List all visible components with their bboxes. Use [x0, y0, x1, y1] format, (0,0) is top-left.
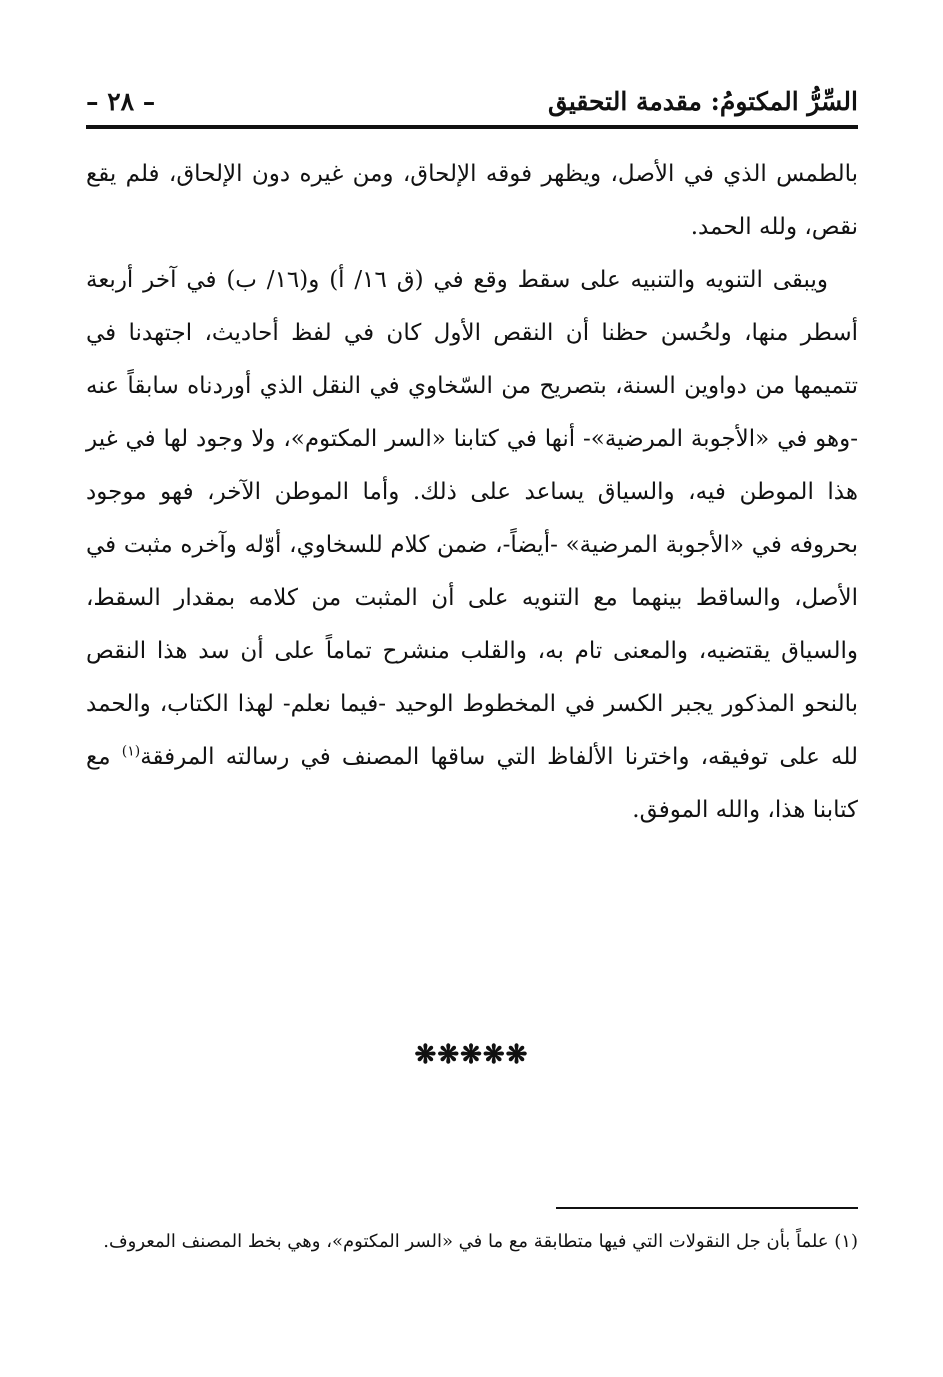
footnote-rule [556, 1207, 858, 1209]
running-header [86, 84, 858, 126]
header-rule [86, 125, 858, 129]
page-number: – ٢٨ – [86, 87, 156, 116]
main-text [86, 148, 858, 837]
paragraph-continuation: بالطمس الذي في الأصل، ويظهر فوقه الإلحاق، ومن غيره دون الإلحاق، فلم يقع نقص، ولله الحمد. [86, 161, 858, 240]
paragraph-main-text: ويبقى التنويه والتنبيه على سقط وقع في (ق ١٦/ أ) و(١٦/ ب) في آخر أربعة أسطر منها، ولحُسن حظنا أن النقص الأول كان في لفظ أحاديث، اجتهدنا في تتميمها من دواوين السنة، بتصريح من السّخاوي في النقل الذي أوردناه سابقاً عنه -وهو في «الأجوبة المرضية»- أنها في كتابنا «السر المكتوم»، ولا وجود لها في غير هذا الموطن فيه، والسياق يساعد على ذلك. وأما الموطن الآخر، فهو موجود بحروفه في «الأجوبة المرضية» -أيضاً-، ضمن كلام للسخاوي، أوّله وآخره مثبت في الأصل، والساقط بينهما مع التنويه على أن المثبت من كلامه بمقدار السقط، والسياق يقتضيه، والمعنى تام به، والقلب منشرح تماماً على أن سد هذا النقص بالنحو المذكور يجبر الكسر في المخطوط الوحيد -فيما نعلم- لهذا الكتاب، والحمد لله على توفيقه، واخترنا الألفاظ التي ساقها المصنف في رسالته المرفقة [86, 267, 859, 770]
running-title: السِّرُّ المكتومُ: مقدمة التحقيق [548, 87, 858, 116]
paragraph-main [86, 254, 858, 837]
section-separator: ❋❋❋❋❋ [414, 1040, 529, 1070]
footnote-reference: (١) [121, 743, 141, 760]
paragraph-main-tail: مع كتابنا هذا، والله الموفق. [86, 744, 858, 823]
footnote: (١) علماً بأن جل النقولات التي فيها متطابقة مع ما في «السر المكتوم»، وهي بخط المصنف المعروف. [103, 1231, 858, 1252]
